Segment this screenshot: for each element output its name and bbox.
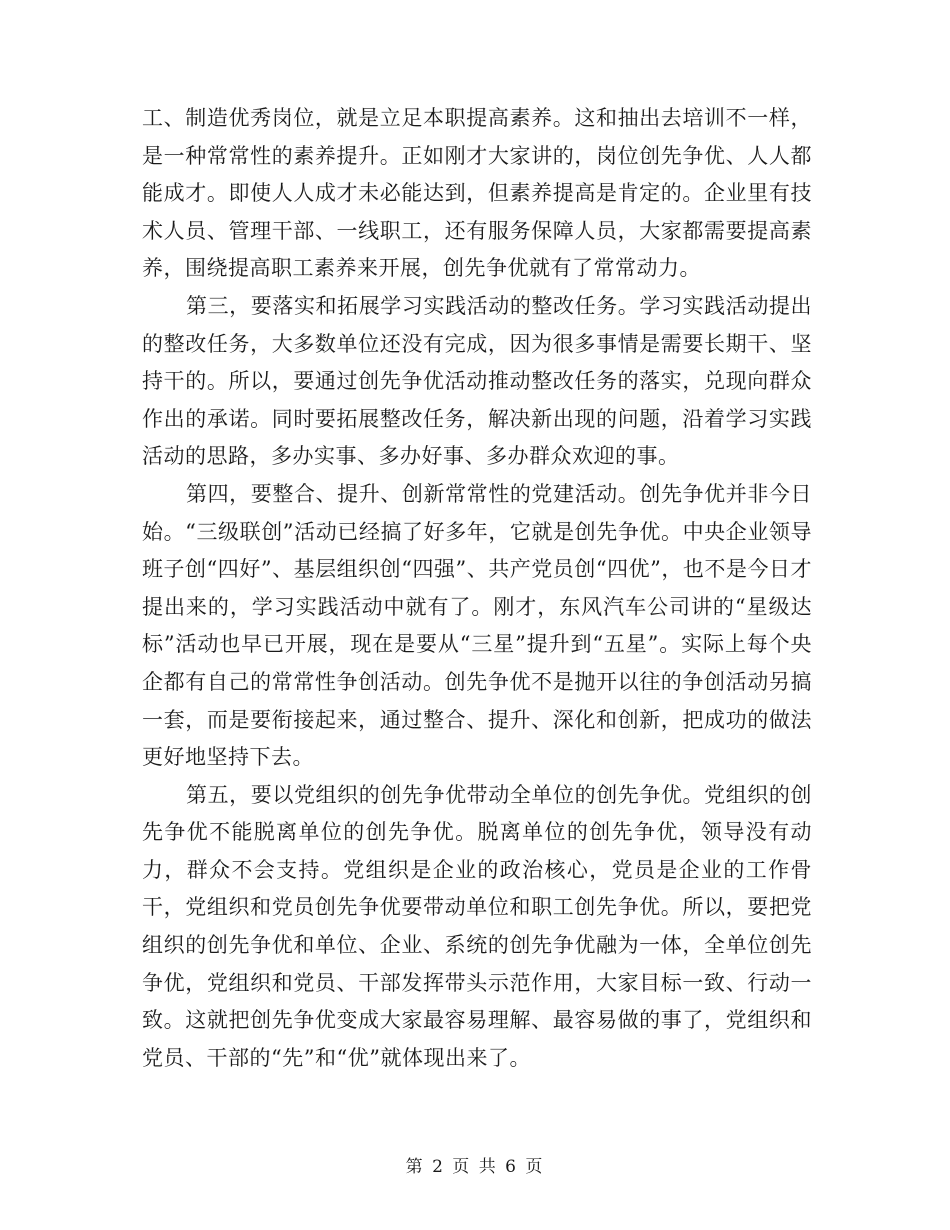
- document-body: [142, 100, 812, 1077]
- page-number-footer: 第 2 页 共 6 页: [405, 1157, 545, 1177]
- paragraph-4: 第五，要以党组织的创先争优带动全单位的创先争优。党组织的创先争优不能脱离单位的创先争优。脱离单位的创先争优，领导没有动力，群众不会支持。党组织是企业的政治核心，党员是企业的工作骨干，党组织和党员创先争优要带动单位和职工创先争优。所以，要把党组织的创先争优和单位、企业、系统的创先争优融为一体，全单位创先争优，党组织和党员、干部发挥带头示范作用，大家目标一致、行动一致。这就把创先争优变成大家最容易理解、最容易做的事了，党组织和党员、干部的“先”和“优”就体现出来了。: [142, 782, 812, 1070]
- paragraph-3: 第四，要整合、提升、创新常常性的党建活动。创先争优并非今日始。“三级联创”活动已经搞了好多年，它就是创先争优。中央企业领导班子创“四好”、基层组织创“四强”、共产党员创“四优”，也不是今日才提出来的，学习实践活动中就有了。刚才，东风汽车公司讲的“星级达标”活动也早已开展，现在是要从“三星”提升到“五星”。实际上每个央企都有自己的常常性争创活动。创先争优不是抛开以往的争创活动另搞一套，而是要衔接起来，通过整合、提升、深化和创新，把成功的做法更好地坚持下去。: [142, 481, 812, 770]
- paragraph-2: 第三，要落实和拓展学习实践活动的整改任务。学习实践活动提出的整改任务，大多数单位还没有完成，因为很多事情是需要长期干、坚持干的。所以，要通过创先争优活动推动整改任务的落实，兑现向群众作出的承诺。同时要拓展整改任务，解决新出现的问题，沿着学习实践活动的思路，多办实事、多办好事、多办群众欢迎的事。: [142, 293, 812, 469]
- paragraph-1: 工、制造优秀岗位，就是立足本职提高素养。这和抽出去培训不一样，是一种常常性的素养提升。正如刚才大家讲的，岗位创先争优、人人都能成才。即使人人成才未必能达到，但素养提高是肯定的。企业里有技术人员、管理干部、一线职工，还有服务保障人员，大家都需要提高素养，围绕提高职工素养来开展，创先争优就有了常常动力。: [142, 106, 812, 281]
